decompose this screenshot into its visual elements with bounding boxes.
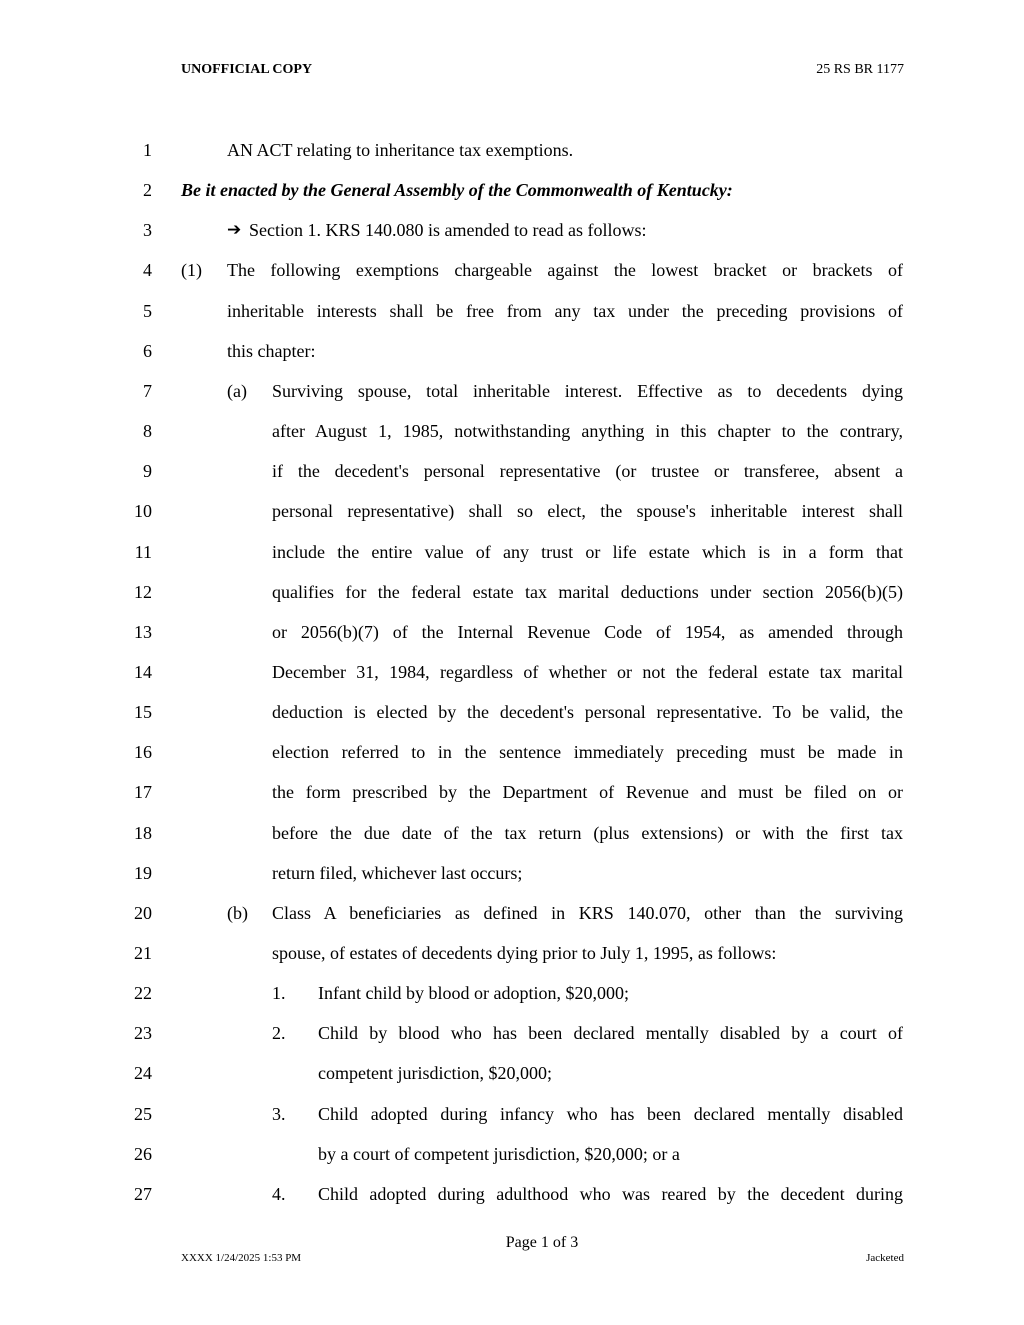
line-number: 2 — [143, 180, 152, 201]
line-number: 8 — [143, 421, 152, 442]
line-text: qualifies for the federal estate tax marital deductions under section 2056(b)(5) — [272, 581, 903, 602]
line-number: 15 — [134, 702, 152, 723]
line-text: deduction is elected by the decedent's personal representative. To be valid, the — [272, 702, 903, 723]
line-text: if the decedent's personal representative (or trustee or transferee, absent a — [272, 461, 903, 482]
line-text: Child adopted during infancy who has been declared mentally disabled — [318, 1103, 903, 1124]
line-number: 7 — [143, 380, 152, 401]
line-10 — [0, 501, 1024, 541]
line-text: Infant child by blood or adoption, $20,000; — [318, 983, 629, 1004]
line-number: 19 — [134, 862, 152, 883]
line-text: inheritable interests shall be free from any tax under the preceding provisions of — [227, 300, 903, 321]
line-number: 14 — [134, 661, 152, 682]
line-12 — [0, 582, 1024, 622]
line-text: before the due date of the tax return (plus extensions) or with the first tax — [272, 822, 903, 843]
list-marker: 3. — [272, 1103, 286, 1124]
line-23 — [0, 1023, 1024, 1063]
line-number: 11 — [134, 541, 152, 562]
arrow-right-icon: ➔ — [227, 220, 242, 241]
line-4 — [0, 260, 1024, 300]
line-number: 16 — [134, 742, 152, 763]
line-number: 24 — [134, 1063, 152, 1084]
line-number: 10 — [134, 501, 152, 522]
line-26 — [0, 1144, 1024, 1184]
line-text: Child by blood who has been declared mentally disabled by a court of — [318, 1023, 903, 1044]
line-number: 21 — [134, 943, 152, 963]
line-text: competent jurisdiction, $20,000; — [318, 1063, 552, 1084]
line-text: after August 1, 1985, notwithstanding anything in this chapter to the contrary, — [272, 421, 903, 442]
line-text: The following exemptions chargeable against the lowest bracket or brackets of — [227, 260, 903, 281]
line-text: or 2056(b)(7) of the Internal Revenue Code of 1954, as amended through — [272, 621, 903, 642]
line-text: this chapter: — [227, 340, 316, 361]
header-right: 25 RS BR 1177 — [816, 62, 904, 77]
line-text: personal representative) shall so elect, the spouse's inheritable interest shall — [272, 501, 903, 522]
line-text: Section 1. KRS 140.080 is amended to read as follows: — [249, 220, 647, 241]
line-number: 9 — [143, 461, 152, 482]
line-16 — [0, 742, 1024, 782]
line-2 — [0, 180, 1024, 220]
list-marker: 2. — [272, 1023, 286, 1044]
line-6 — [0, 341, 1024, 381]
line-number: 25 — [134, 1103, 152, 1124]
line-text: Be it enacted by the General Assembly of the Commonwealth of Kentucky: — [181, 180, 733, 201]
line-18 — [0, 823, 1024, 863]
line-15 — [0, 702, 1024, 742]
line-5 — [0, 301, 1024, 341]
line-number: 13 — [134, 621, 152, 642]
line-text: return filed, whichever last occurs; — [272, 862, 523, 883]
line-17 — [0, 782, 1024, 822]
line-27 — [0, 1184, 1024, 1224]
line-text: December 31, 1984, regardless of whether or not the federal estate tax marital — [272, 661, 903, 682]
line-text: the form prescribed by the Department of Revenue and must be filed on or — [272, 782, 903, 803]
line-text: Surviving spouse, total inheritable interest. Effective as to decedents dying — [272, 380, 903, 401]
line-text: spouse, of estates of decedents dying prior to July 1, 1995, as follows: — [272, 943, 777, 963]
list-marker: 1. — [272, 983, 286, 1004]
line-number: 6 — [143, 340, 152, 361]
list-marker: 4. — [272, 1183, 286, 1204]
line-number: 3 — [143, 220, 152, 241]
footer-right: Jacketed — [866, 1252, 904, 1264]
line-19 — [0, 863, 1024, 903]
line-text: Child adopted during adulthood who was reared by the decedent during — [318, 1183, 903, 1204]
line-22 — [0, 983, 1024, 1023]
footer-left: XXXX 1/24/2025 1:53 PM — [181, 1252, 302, 1264]
line-number: 18 — [134, 822, 152, 843]
line-20 — [0, 903, 1024, 943]
line-number: 26 — [134, 1143, 152, 1164]
line-number: 4 — [143, 260, 152, 281]
header-left: UNOFFICIAL COPY — [181, 62, 313, 77]
line-number: 27 — [134, 1183, 152, 1204]
line-11 — [0, 542, 1024, 582]
line-8 — [0, 421, 1024, 461]
line-21 — [0, 943, 1024, 983]
line-7 — [0, 381, 1024, 421]
line-1 — [0, 140, 1024, 180]
line-number: 12 — [134, 581, 152, 602]
line-text: AN ACT relating to inheritance tax exemptions. — [227, 140, 574, 160]
page-number: Page 1 of 3 — [505, 1234, 579, 1251]
line-14 — [0, 662, 1024, 702]
line-number: 23 — [134, 1023, 152, 1044]
line-number: 22 — [134, 983, 152, 1004]
line-text: Class A beneficiaries as defined in KRS 140.070, other than the surviving — [272, 902, 903, 923]
list-marker: (1) — [181, 260, 202, 281]
line-3 — [0, 220, 1024, 260]
line-25 — [0, 1104, 1024, 1144]
line-9 — [0, 461, 1024, 501]
line-13 — [0, 622, 1024, 662]
line-number: 17 — [134, 782, 152, 803]
list-marker: (a) — [227, 380, 247, 401]
line-text: election referred to in the sentence immediately preceding must be made in — [272, 742, 903, 763]
list-marker: (b) — [227, 902, 248, 923]
line-text: by a court of competent jurisdiction, $20,000; or a — [318, 1143, 680, 1164]
line-number: 20 — [134, 902, 152, 923]
line-24 — [0, 1063, 1024, 1103]
line-text: include the entire value of any trust or life estate which is in a form that — [272, 541, 903, 562]
line-number: 5 — [143, 300, 152, 321]
line-number: 1 — [143, 140, 152, 160]
